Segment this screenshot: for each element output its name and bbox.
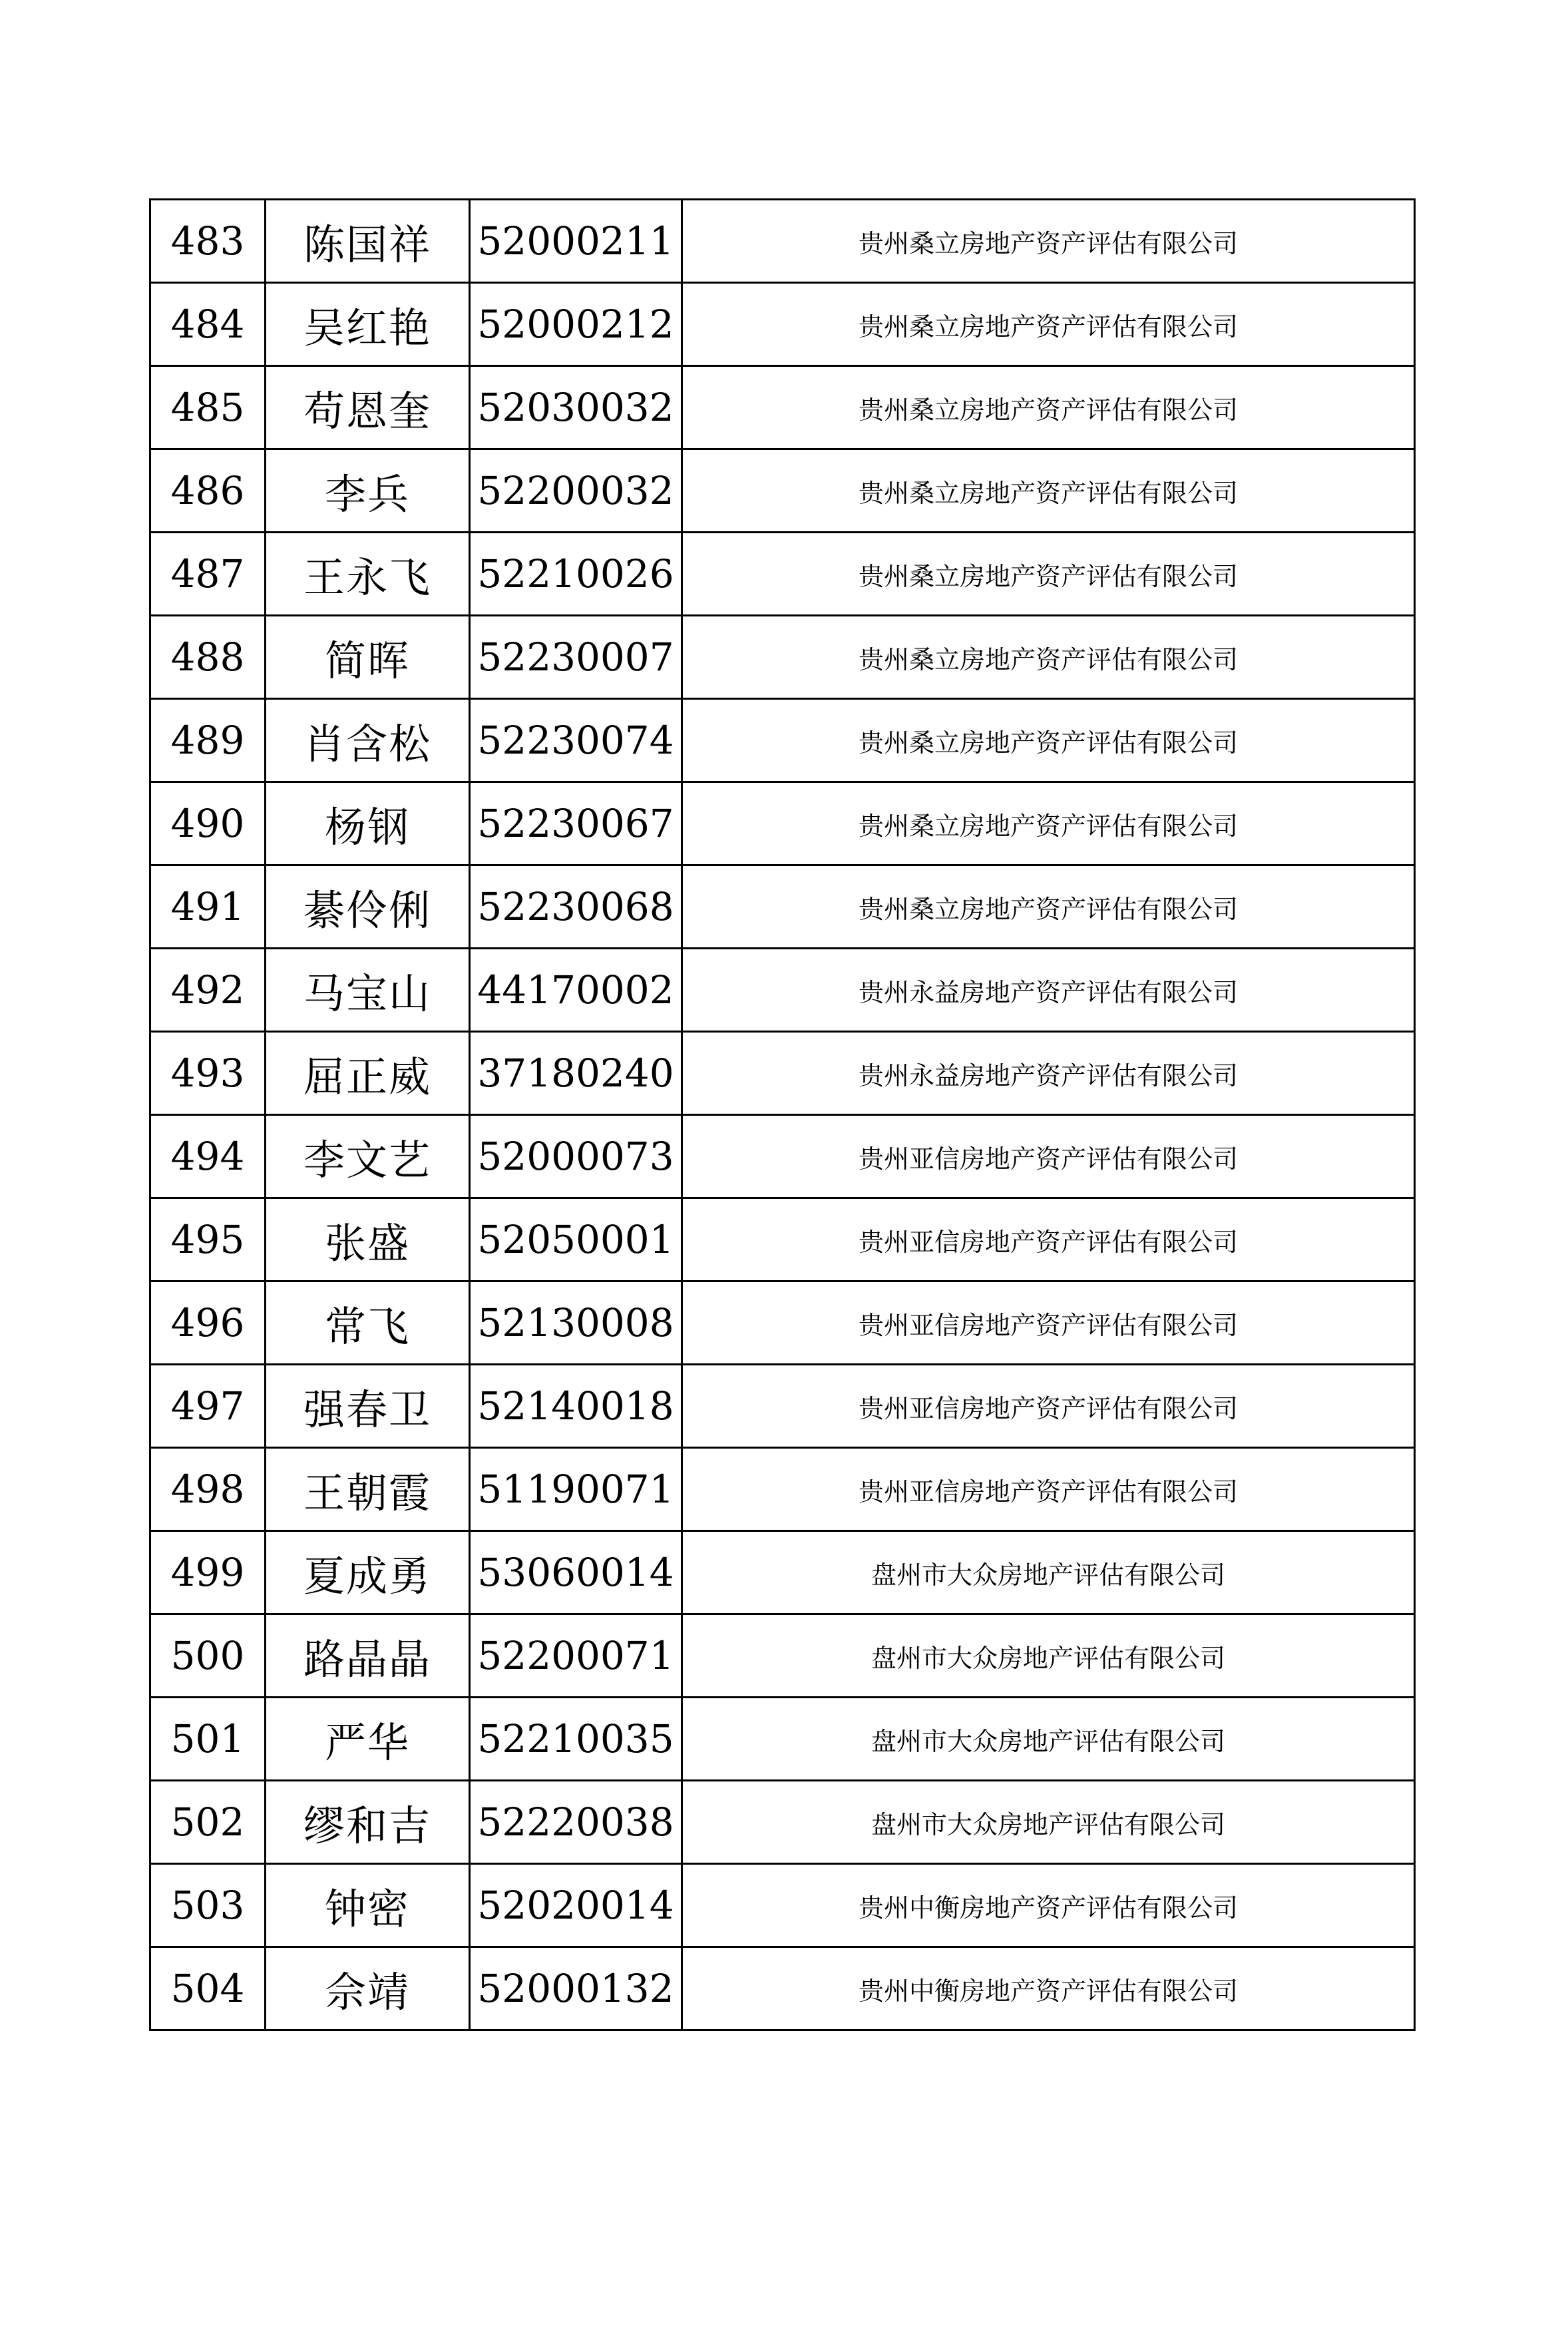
table-row bbox=[150, 1448, 1415, 1531]
table-row bbox=[150, 449, 1415, 533]
certificate-number-cell: 52140018 bbox=[470, 1365, 682, 1448]
organization-cell: 贵州亚信房地产资产评估有限公司 bbox=[682, 1115, 1415, 1198]
serial-number-cell: 484 bbox=[150, 283, 266, 366]
certificate-number-cell: 52020014 bbox=[470, 1864, 682, 1947]
certificate-number-cell: 52000211 bbox=[470, 200, 682, 283]
serial-number-cell: 496 bbox=[150, 1282, 266, 1365]
organization-cell: 贵州中衡房地产资产评估有限公司 bbox=[682, 1864, 1415, 1947]
certificate-number-cell: 52000132 bbox=[470, 1947, 682, 2030]
name-cell: 钟密 bbox=[266, 1864, 470, 1947]
name-cell: 夏成勇 bbox=[266, 1531, 470, 1614]
certificate-number-cell: 52050001 bbox=[470, 1198, 682, 1282]
table-row bbox=[150, 1781, 1415, 1864]
certificate-number-cell: 44170002 bbox=[470, 949, 682, 1032]
table-row bbox=[150, 616, 1415, 699]
table-body bbox=[150, 200, 1415, 2030]
table-row bbox=[150, 1198, 1415, 1282]
table-row bbox=[150, 283, 1415, 366]
table-row bbox=[150, 1864, 1415, 1947]
table-row bbox=[150, 1365, 1415, 1448]
organization-cell: 贵州桑立房地产资产评估有限公司 bbox=[682, 200, 1415, 283]
certificate-number-cell: 52130008 bbox=[470, 1282, 682, 1365]
name-cell: 缪和吉 bbox=[266, 1781, 470, 1864]
organization-cell: 贵州亚信房地产资产评估有限公司 bbox=[682, 1282, 1415, 1365]
certificate-number-cell: 52220038 bbox=[470, 1781, 682, 1864]
certificate-number-cell: 52230074 bbox=[470, 699, 682, 782]
serial-number-cell: 504 bbox=[150, 1947, 266, 2030]
table-row bbox=[150, 865, 1415, 949]
table-row bbox=[150, 699, 1415, 782]
name-cell: 肖含松 bbox=[266, 699, 470, 782]
organization-cell: 贵州中衡房地产资产评估有限公司 bbox=[682, 1947, 1415, 2030]
table-row bbox=[150, 200, 1415, 283]
organization-cell: 贵州桑立房地产资产评估有限公司 bbox=[682, 616, 1415, 699]
table-row bbox=[150, 1115, 1415, 1198]
serial-number-cell: 499 bbox=[150, 1531, 266, 1614]
serial-number-cell: 495 bbox=[150, 1198, 266, 1282]
serial-number-cell: 501 bbox=[150, 1698, 266, 1781]
table-row bbox=[150, 1947, 1415, 2030]
serial-number-cell: 485 bbox=[150, 366, 266, 449]
organization-cell: 贵州亚信房地产资产评估有限公司 bbox=[682, 1448, 1415, 1531]
organization-cell: 盘州市大众房地产评估有限公司 bbox=[682, 1781, 1415, 1864]
name-cell: 綦伶俐 bbox=[266, 865, 470, 949]
certificate-number-cell: 52200032 bbox=[470, 449, 682, 533]
certificate-number-cell: 52230067 bbox=[470, 782, 682, 865]
name-cell: 张盛 bbox=[266, 1198, 470, 1282]
name-cell: 强春卫 bbox=[266, 1365, 470, 1448]
name-cell: 佘靖 bbox=[266, 1947, 470, 2030]
table-row bbox=[150, 949, 1415, 1032]
serial-number-cell: 493 bbox=[150, 1032, 266, 1115]
serial-number-cell: 502 bbox=[150, 1781, 266, 1864]
serial-number-cell: 490 bbox=[150, 782, 266, 865]
table-row bbox=[150, 1698, 1415, 1781]
serial-number-cell: 486 bbox=[150, 449, 266, 533]
serial-number-cell: 489 bbox=[150, 699, 266, 782]
serial-number-cell: 487 bbox=[150, 533, 266, 616]
organization-cell: 贵州桑立房地产资产评估有限公司 bbox=[682, 449, 1415, 533]
serial-number-cell: 492 bbox=[150, 949, 266, 1032]
certificate-number-cell: 52000212 bbox=[470, 283, 682, 366]
serial-number-cell: 500 bbox=[150, 1614, 266, 1698]
organization-cell: 贵州桑立房地产资产评估有限公司 bbox=[682, 533, 1415, 616]
table-row bbox=[150, 1282, 1415, 1365]
name-cell: 李兵 bbox=[266, 449, 470, 533]
name-cell: 简晖 bbox=[266, 616, 470, 699]
serial-number-cell: 494 bbox=[150, 1115, 266, 1198]
serial-number-cell: 498 bbox=[150, 1448, 266, 1531]
name-cell: 陈国祥 bbox=[266, 200, 470, 283]
name-cell: 马宝山 bbox=[266, 949, 470, 1032]
serial-number-cell: 488 bbox=[150, 616, 266, 699]
certificate-number-cell: 52200071 bbox=[470, 1614, 682, 1698]
table-row bbox=[150, 1531, 1415, 1614]
certificate-number-cell: 52230068 bbox=[470, 865, 682, 949]
name-cell: 屈正威 bbox=[266, 1032, 470, 1115]
name-cell: 严华 bbox=[266, 1698, 470, 1781]
table-row bbox=[150, 366, 1415, 449]
organization-cell: 贵州永益房地产资产评估有限公司 bbox=[682, 1032, 1415, 1115]
certificate-number-cell: 52230007 bbox=[470, 616, 682, 699]
name-cell: 李文艺 bbox=[266, 1115, 470, 1198]
certificate-number-cell: 37180240 bbox=[470, 1032, 682, 1115]
certificate-number-cell: 52210026 bbox=[470, 533, 682, 616]
name-cell: 路晶晶 bbox=[266, 1614, 470, 1698]
certificate-number-cell: 51190071 bbox=[470, 1448, 682, 1531]
organization-cell: 贵州桑立房地产资产评估有限公司 bbox=[682, 865, 1415, 949]
organization-cell: 贵州桑立房地产资产评估有限公司 bbox=[682, 366, 1415, 449]
organization-cell: 贵州桑立房地产资产评估有限公司 bbox=[682, 782, 1415, 865]
organization-cell: 贵州亚信房地产资产评估有限公司 bbox=[682, 1198, 1415, 1282]
certificate-number-cell: 52210035 bbox=[470, 1698, 682, 1781]
certificate-number-cell: 52000073 bbox=[470, 1115, 682, 1198]
name-cell: 王永飞 bbox=[266, 533, 470, 616]
organization-cell: 贵州桑立房地产资产评估有限公司 bbox=[682, 283, 1415, 366]
table-row bbox=[150, 1614, 1415, 1698]
serial-number-cell: 497 bbox=[150, 1365, 266, 1448]
name-cell: 苟恩奎 bbox=[266, 366, 470, 449]
table-row bbox=[150, 782, 1415, 865]
appraiser-table bbox=[149, 198, 1416, 2031]
certificate-number-cell: 52030032 bbox=[470, 366, 682, 449]
organization-cell: 贵州亚信房地产资产评估有限公司 bbox=[682, 1365, 1415, 1448]
organization-cell: 盘州市大众房地产评估有限公司 bbox=[682, 1614, 1415, 1698]
name-cell: 常飞 bbox=[266, 1282, 470, 1365]
certificate-number-cell: 53060014 bbox=[470, 1531, 682, 1614]
serial-number-cell: 483 bbox=[150, 200, 266, 283]
table-row bbox=[150, 533, 1415, 616]
serial-number-cell: 503 bbox=[150, 1864, 266, 1947]
name-cell: 王朝霞 bbox=[266, 1448, 470, 1531]
serial-number-cell: 491 bbox=[150, 865, 266, 949]
organization-cell: 盘州市大众房地产评估有限公司 bbox=[682, 1531, 1415, 1614]
table-row bbox=[150, 1032, 1415, 1115]
organization-cell: 贵州永益房地产资产评估有限公司 bbox=[682, 949, 1415, 1032]
name-cell: 吴红艳 bbox=[266, 283, 470, 366]
name-cell: 杨钢 bbox=[266, 782, 470, 865]
organization-cell: 盘州市大众房地产评估有限公司 bbox=[682, 1698, 1415, 1781]
organization-cell: 贵州桑立房地产资产评估有限公司 bbox=[682, 699, 1415, 782]
